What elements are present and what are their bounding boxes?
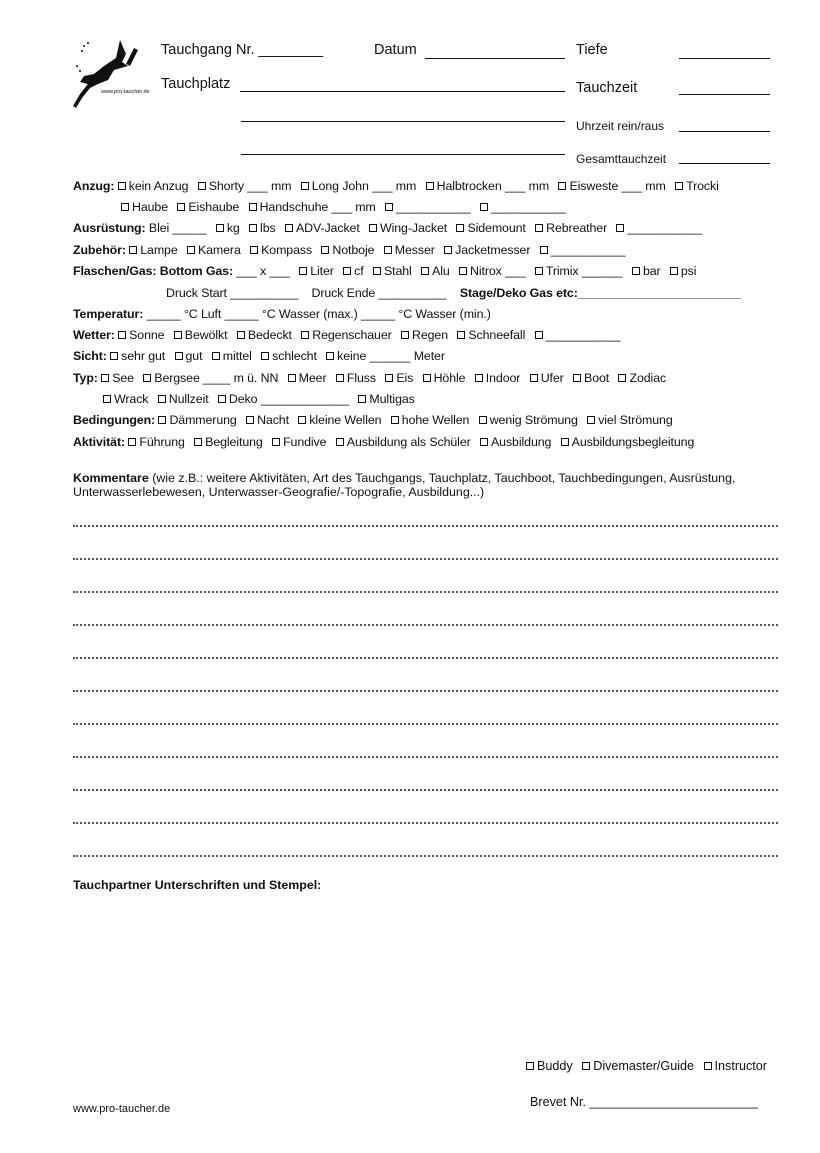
checkbox[interactable] [121, 203, 129, 211]
comments-label: Kommentare [73, 471, 149, 485]
comments-hint: (wie z.B.: weitere Aktivitäten, Art des Tauchgangs, Tauchplatz, Tauchboot, Tauchbedingungen, Ausrüstung, Unterwasserlebewesen, Unterwasser-Geografie/-Topografie, Ausbildung...) [73, 471, 736, 499]
checkbox[interactable] [704, 1062, 712, 1070]
checkbox[interactable] [343, 267, 351, 275]
row-zubehoer [73, 243, 631, 257]
druck-ende-field[interactable]: Druck Ende __________ [311, 286, 447, 300]
checkbox[interactable] [301, 182, 309, 190]
checkbox[interactable] [118, 331, 126, 339]
comment-line[interactable] [73, 756, 778, 758]
comment-line[interactable] [73, 525, 778, 527]
option-label: Wing-Jacket [380, 221, 448, 235]
option-label: Handschuhe ___ mm [259, 200, 376, 214]
role-instructor-label: Instructor [714, 1059, 768, 1073]
checkbox[interactable] [616, 224, 624, 232]
checkbox[interactable] [480, 203, 488, 211]
checkbox[interactable] [358, 395, 366, 403]
checkbox[interactable] [369, 224, 377, 232]
total-time-line [679, 163, 770, 164]
row-anzug [73, 179, 725, 193]
checkbox[interactable] [249, 224, 257, 232]
site-line-3 [241, 154, 565, 155]
checkbox[interactable] [237, 331, 245, 339]
checkbox[interactable] [101, 374, 109, 382]
option-label: cf [354, 264, 364, 278]
checkbox[interactable] [530, 374, 538, 382]
in-out-label: Uhrzeit rein/raus [576, 119, 665, 133]
row-druck [166, 286, 741, 300]
checkbox[interactable] [456, 224, 464, 232]
comment-line[interactable] [73, 723, 778, 725]
checkbox[interactable] [384, 246, 392, 254]
row-ausruestung [73, 221, 708, 235]
comment-line[interactable] [73, 558, 778, 560]
site-line-2 [241, 121, 565, 122]
checkbox[interactable] [421, 267, 429, 275]
comment-line[interactable] [73, 624, 778, 626]
checkbox[interactable] [475, 374, 483, 382]
option-label: Alu [432, 264, 450, 278]
zubehoer-label: Zubehör: [73, 243, 126, 257]
signatures-label: Tauchpartner Unterschriften und Stempel: [73, 878, 322, 892]
option-label: Messer [394, 243, 435, 257]
checkbox[interactable] [272, 438, 280, 446]
checkbox[interactable] [216, 224, 224, 232]
option-label: Eisweste ___ mm [569, 179, 666, 193]
option-label: Nitrox ___ [470, 264, 526, 278]
role-divemaster-label: Divemaster/Guide [593, 1059, 695, 1073]
checkbox[interactable] [582, 1062, 590, 1070]
row-typ-2 [103, 392, 421, 406]
option-label: Regen [412, 328, 449, 342]
checkbox[interactable] [526, 1062, 534, 1070]
typ-label: Typ: [73, 371, 98, 385]
option-label: sehr gut [121, 349, 166, 363]
logo-url-text: www.pro-taucher.de [101, 89, 150, 95]
option-label: kleine Wellen [309, 413, 382, 427]
checkbox[interactable] [128, 438, 136, 446]
checkbox[interactable] [301, 331, 309, 339]
option-label: Führung [139, 435, 185, 449]
option-label: Boot [584, 371, 610, 385]
option-label: Schneefall [468, 328, 526, 342]
option-label: psi [680, 264, 697, 278]
option-label: Höhle [433, 371, 466, 385]
checkbox[interactable] [540, 246, 548, 254]
footer-url: www.pro-taucher.de [73, 1103, 171, 1115]
option-label: Trimix ______ [545, 264, 623, 278]
checkbox[interactable] [218, 395, 226, 403]
option-label: ___________ [545, 328, 621, 342]
comment-line[interactable] [73, 822, 778, 824]
checkbox[interactable] [573, 374, 581, 382]
checkbox[interactable] [385, 203, 393, 211]
option-label: ___________ [396, 200, 471, 214]
option-label: Stahl [383, 264, 412, 278]
option-label: Long John ___ mm [311, 179, 417, 193]
comment-line[interactable] [73, 789, 778, 791]
sicht-label: Sicht: [73, 349, 107, 363]
option-label: Ausbildungsbegleitung [571, 435, 695, 449]
option-label: Lampe [140, 243, 178, 257]
checkbox[interactable] [479, 416, 487, 424]
checkbox[interactable] [212, 352, 220, 360]
checkbox[interactable] [299, 267, 307, 275]
option-label: ___________ [491, 200, 566, 214]
row-temperatur [73, 307, 491, 321]
row-anzug-2 [121, 200, 572, 214]
comment-line[interactable] [73, 657, 778, 659]
checkbox[interactable] [373, 267, 381, 275]
checkbox[interactable] [480, 438, 488, 446]
option-label: Sonne [129, 328, 165, 342]
checkbox[interactable] [457, 331, 465, 339]
checkbox[interactable] [535, 224, 543, 232]
option-label: Haube [132, 200, 169, 214]
checkbox[interactable] [118, 182, 126, 190]
checkbox[interactable] [175, 352, 183, 360]
checkbox[interactable] [632, 267, 640, 275]
row-flaschen [73, 264, 702, 278]
checkbox[interactable] [336, 438, 344, 446]
checkbox[interactable] [110, 352, 118, 360]
option-label: See [112, 371, 134, 385]
checkbox[interactable] [174, 331, 182, 339]
dive-time-line [679, 94, 770, 95]
checkbox[interactable] [385, 374, 393, 382]
date-label: Datum [374, 42, 417, 58]
option-label: gut [185, 349, 203, 363]
depth-line [679, 58, 770, 59]
option-label: ___________ [550, 243, 626, 257]
checkbox[interactable] [459, 267, 467, 275]
checkbox[interactable] [158, 395, 166, 403]
option-label: Fundive [283, 435, 327, 449]
option-label: Dämmerung [169, 413, 237, 427]
wetter-label: Wetter: [73, 328, 115, 342]
anzug-label: Anzug: [73, 179, 115, 193]
bottle-size-field[interactable]: ___ x ___ [236, 264, 290, 278]
checkbox[interactable] [246, 416, 254, 424]
option-label: Deko _____________ [228, 392, 350, 406]
option-label: Shorty ___ mm [208, 179, 292, 193]
druck-start-field[interactable]: Druck Start __________ [166, 286, 299, 300]
checkbox[interactable] [250, 246, 258, 254]
option-label: Halbtrocken ___ mm [436, 179, 550, 193]
date-line [425, 58, 565, 59]
row-aktivitaet [73, 435, 700, 449]
checkbox[interactable] [326, 352, 334, 360]
in-out-line [679, 131, 770, 132]
depth-label: Tiefe [576, 42, 608, 58]
option-label: lbs [260, 221, 276, 235]
temperatur-label: Temperatur: [73, 307, 144, 321]
checkbox[interactable] [285, 224, 293, 232]
checkbox[interactable] [158, 416, 166, 424]
temperatur-fields[interactable]: _____ °C Luft _____ °C Wasser (max.) _____ °C Wasser (min.) [146, 307, 491, 321]
option-label: Nacht [257, 413, 289, 427]
checkbox[interactable] [423, 374, 431, 382]
option-label: kein Anzug [128, 179, 189, 193]
option-label: Bergsee ____ m ü. NN [154, 371, 279, 385]
option-label: Kompass [261, 243, 313, 257]
option-label: wenig Strömung [489, 413, 578, 427]
flaschen-label: Flaschen/Gas: Bottom Gas: [73, 264, 233, 278]
option-label: Multigas [369, 392, 415, 406]
bedingungen-label: Bedingungen: [73, 413, 156, 427]
aktivitaet-label: Aktivität: [73, 435, 126, 449]
option-label: Jacketmesser [455, 243, 531, 257]
checkbox[interactable] [426, 182, 434, 190]
comment-line[interactable] [73, 855, 778, 857]
site-label: Tauchplatz [161, 76, 231, 92]
option-label: Trocki [686, 179, 719, 193]
checkbox[interactable] [535, 267, 543, 275]
role-buddy-label: Buddy [537, 1059, 573, 1073]
checkbox[interactable] [558, 182, 566, 190]
option-label: Sidemount [467, 221, 526, 235]
option-label: mittel [222, 349, 252, 363]
checkbox[interactable] [288, 374, 296, 382]
option-label: Nullzeit [168, 392, 209, 406]
comment-line[interactable] [73, 690, 778, 692]
option-label: ADV-Jacket [295, 221, 360, 235]
checkbox[interactable] [675, 182, 683, 190]
checkbox[interactable] [336, 374, 344, 382]
option-label: Eishaube [188, 200, 240, 214]
option-label: schlecht [272, 349, 317, 363]
comment-line[interactable] [73, 591, 778, 593]
checkbox[interactable] [321, 246, 329, 254]
dive-time-label: Tauchzeit [576, 80, 638, 96]
option-label: Liter [310, 264, 334, 278]
checkbox[interactable] [187, 246, 195, 254]
option-label: Rebreather [546, 221, 608, 235]
checkbox[interactable] [561, 438, 569, 446]
option-label: Ausbildung [491, 435, 552, 449]
blei-field[interactable]: Blei _____ [148, 221, 207, 235]
option-label: Wrack [114, 392, 149, 406]
total-time-label: Gesamttauchzeit [576, 152, 667, 166]
checkbox[interactable] [103, 395, 111, 403]
brevet-field[interactable]: Brevet Nr. ________________________ [530, 1095, 758, 1109]
checkbox[interactable] [618, 374, 626, 382]
checkbox[interactable] [391, 416, 399, 424]
option-label: Notboje [332, 243, 375, 257]
option-label: Regenschauer [312, 328, 392, 342]
dive-number-label: Tauchgang Nr. ________ [161, 42, 324, 58]
row-typ [73, 371, 672, 385]
option-label: Ufer [540, 371, 564, 385]
diver-logo [68, 36, 160, 116]
checkbox[interactable] [587, 416, 595, 424]
option-label: Fluss [346, 371, 376, 385]
option-label: Meer [298, 371, 327, 385]
checkbox[interactable] [143, 374, 151, 382]
comments-section [73, 471, 773, 499]
option-label: kg [226, 221, 240, 235]
option-label: Begleitung [205, 435, 263, 449]
checkbox[interactable] [261, 352, 269, 360]
option-label: hohe Wellen [401, 413, 470, 427]
checkbox[interactable] [177, 203, 185, 211]
ausruestung-label: Ausrüstung: [73, 221, 146, 235]
checkbox[interactable] [129, 246, 137, 254]
checkbox[interactable] [401, 331, 409, 339]
checkbox[interactable] [194, 438, 202, 446]
checkbox[interactable] [535, 331, 543, 339]
option-label: Zodiac [629, 371, 667, 385]
option-label: bar [642, 264, 661, 278]
checkbox[interactable] [198, 182, 206, 190]
option-label: Kamera [197, 243, 241, 257]
checkbox[interactable] [298, 416, 306, 424]
roles-row [526, 1059, 767, 1073]
checkbox[interactable] [670, 267, 678, 275]
option-label: ___________ [627, 221, 703, 235]
option-label: Indoor [485, 371, 521, 385]
checkbox[interactable] [249, 203, 257, 211]
option-label: Bedeckt [247, 328, 292, 342]
checkbox[interactable] [444, 246, 452, 254]
row-wetter [73, 328, 626, 342]
option-label: keine ______ Meter [337, 349, 445, 363]
option-label: Eis [396, 371, 414, 385]
diver-icon [68, 36, 160, 116]
option-label: Bewölkt [184, 328, 228, 342]
stage-gas-field[interactable]: Stage/Deko Gas etc:________________________ [459, 286, 741, 300]
row-bedingungen [73, 413, 679, 427]
option-label: Ausbildung als Schüler [346, 435, 471, 449]
option-label: viel Strömung [598, 413, 673, 427]
site-line-1 [240, 91, 565, 92]
row-sicht [73, 349, 451, 363]
